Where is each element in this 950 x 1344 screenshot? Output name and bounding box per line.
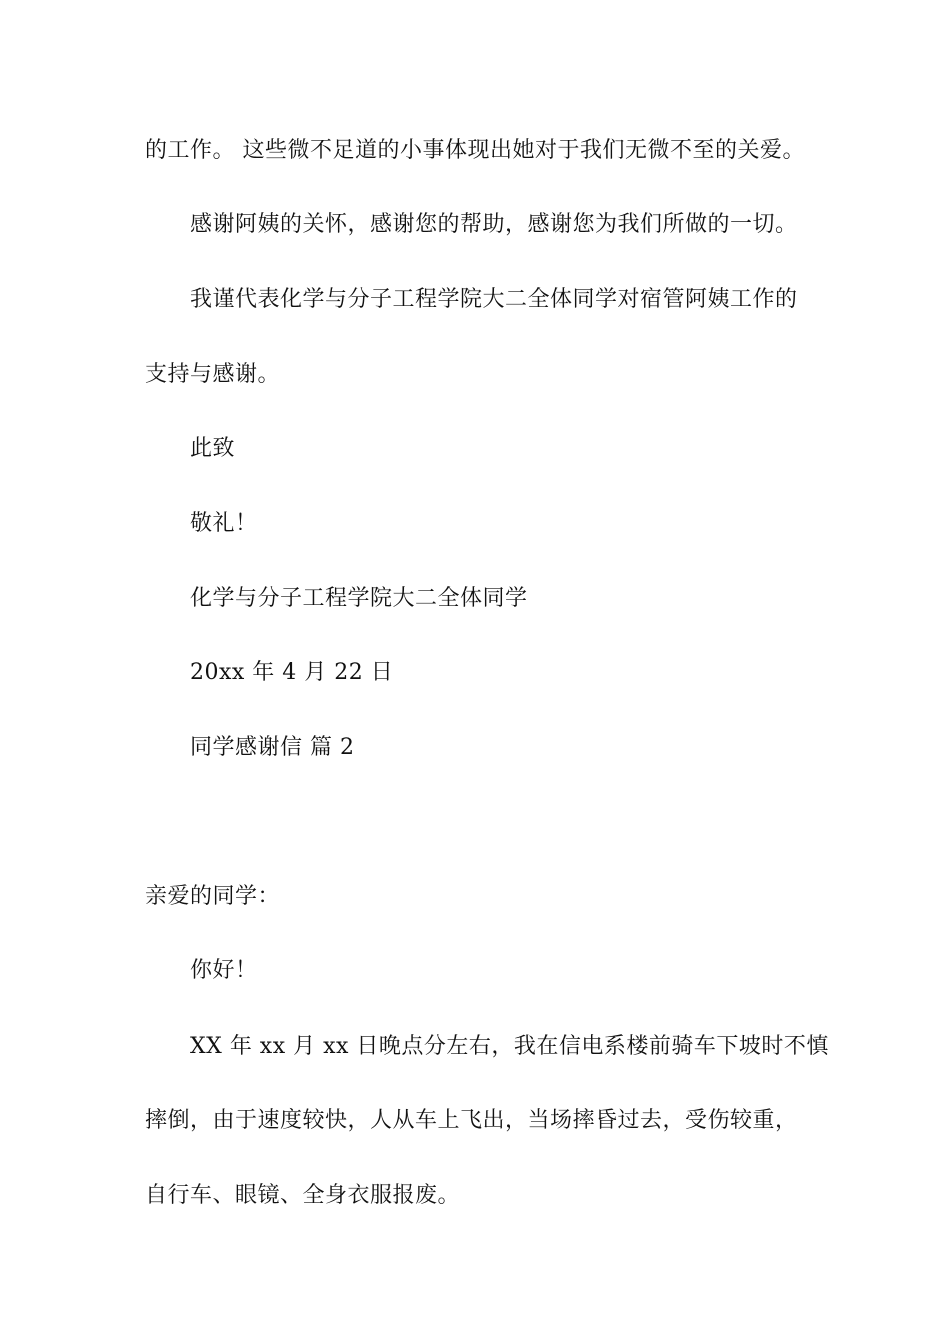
paragraph-line: 自行车、眼镜、全身衣服报废。 [145, 1183, 461, 1208]
greeting-line: 你好！ [190, 958, 258, 983]
section-heading: 同学感谢信 篇 2 [190, 735, 355, 760]
date-line: 20xx 年 4 月 22 日 [190, 660, 394, 685]
paragraph-line: 摔倒，由于速度较快，人从车上飞出，当场摔昏过去，受伤较重， [145, 1108, 798, 1133]
paragraph-line: 我谨代表化学与分子工程学院大二全体同学对宿管阿姨工作的 [190, 287, 798, 312]
paragraph-line: 支持与感谢。 [145, 362, 281, 387]
paragraph-line: 的工作。 这些微不足道的小事体现出她对于我们无微不至的关爱。 [145, 138, 805, 163]
paragraph-line: XX 年 xx 月 xx 日晚点分左右，我在信电系楼前骑车下坡时不慎 [190, 1034, 829, 1059]
paragraph-line: 感谢阿姨的关怀，感谢您的帮助，感谢您为我们所做的一切。 [190, 212, 798, 237]
closing-line: 此致 [190, 436, 236, 461]
salutation-line: 敬礼！ [190, 511, 258, 536]
signature-line: 化学与分子工程学院大二全体同学 [190, 586, 528, 611]
greeting-line: 亲爱的同学： [145, 884, 281, 909]
